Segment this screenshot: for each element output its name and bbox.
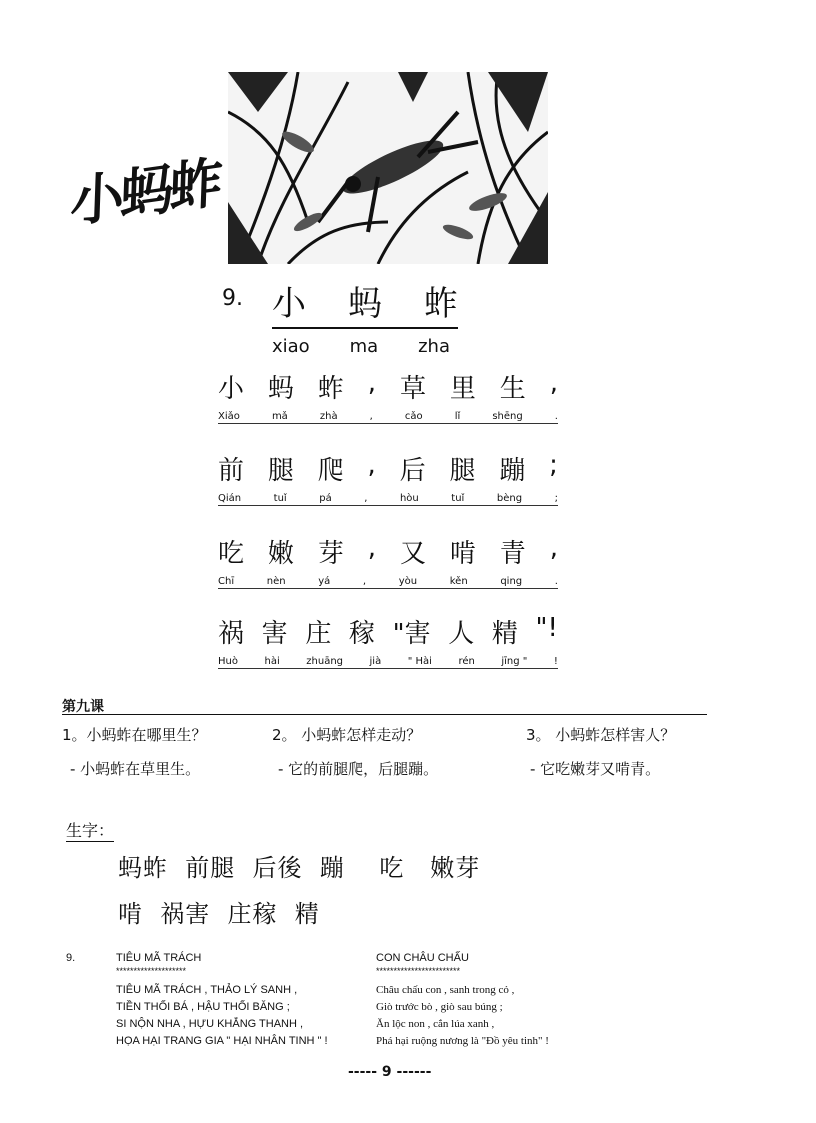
grasshopper-illustration (228, 72, 548, 264)
pinyin: hòu (399, 493, 419, 504)
pinyin: bèng (496, 493, 523, 504)
hanzi: , (367, 533, 377, 563)
viet-left-line: SI NỘN NHA , HỰU KHẲNG THANH , (116, 1018, 304, 1030)
viet-number: 9. (66, 952, 76, 964)
vocab-word: 前腿 (185, 854, 236, 882)
pinyin: Chī (218, 576, 235, 587)
vocab-word: 后後 (252, 854, 303, 882)
pinyin: tuǐ (273, 493, 287, 504)
pinyin: tuǐ (451, 493, 465, 504)
title-pinyin-syllable: ma (349, 336, 379, 357)
hanzi: 草 (399, 374, 426, 404)
pinyin: Qián (218, 493, 242, 504)
pinyin: shēng (492, 411, 523, 422)
hanzi: 人 (448, 619, 475, 649)
pinyin: cǎo (404, 411, 423, 422)
hanzi: 生 (499, 374, 526, 404)
hanzi: 腿 (267, 456, 294, 486)
hanzi: , (549, 368, 558, 398)
hanzi: ; (549, 450, 558, 480)
pinyin: nèn (266, 576, 286, 587)
vocab-word: 吃 (379, 854, 405, 882)
hanzi: , (549, 533, 558, 563)
hanzi: 爬 (317, 456, 344, 486)
answer-2: - 它的前腿爬，后腿蹦。 (278, 760, 439, 778)
hanzi: 蚱 (317, 374, 344, 404)
vocab-word: 蹦 (319, 854, 345, 882)
verse-line-3 (218, 533, 558, 589)
hanzi: 前 (218, 456, 245, 486)
pinyin: zhà (319, 411, 338, 422)
pinyin: " Hài (407, 656, 432, 667)
vocab-row-2 (118, 894, 320, 929)
hanzi: 蹦 (499, 456, 526, 486)
hanzi: 吃 (218, 539, 245, 569)
pinyin: . (554, 576, 558, 587)
lesson-number: 9. (222, 286, 243, 311)
viet-left-line: HỌA HẠI TRANG GIA " HẠI NHÂN TINH " ! (116, 1035, 328, 1047)
vocab-row-1 (118, 848, 480, 883)
lesson-label: 第九课 (62, 699, 104, 715)
hanzi: 啃 (449, 539, 476, 569)
answer-1: - 小蚂蚱在草里生。 (70, 760, 201, 778)
vocab-word: 祸害 (160, 900, 211, 928)
pinyin: Xiǎo (218, 411, 240, 422)
calligraphy-title: 小蚂蚱 (69, 150, 221, 235)
lesson-divider (62, 714, 707, 715)
title-pinyin-syllable: zha (418, 336, 450, 357)
vocab-word: 蚂蚱 (118, 854, 168, 882)
vocab-label: 生字： (66, 818, 114, 842)
pinyin: mǎ (271, 411, 288, 422)
hanzi: 祸 (218, 619, 245, 649)
pinyin: jià (369, 656, 382, 667)
pinyin: , (369, 411, 373, 422)
pinyin: hài (264, 656, 280, 667)
pinyin: Huò (218, 656, 238, 667)
answer-3: - 它吃嫩芽又啃青。 (530, 760, 661, 778)
viet-left-line: TIÊU MÃ TRÁCH , THẢO LÝ SANH , (116, 984, 298, 996)
pinyin: lǐ (454, 411, 461, 422)
hanzi: 蚂 (267, 374, 294, 404)
verse-line-4 (218, 613, 558, 669)
pinyin: ! (553, 656, 558, 667)
hanzi: 又 (399, 539, 426, 569)
hanzi: 里 (449, 374, 476, 404)
viet-right-block (376, 950, 549, 1050)
hanzi: "! (535, 613, 558, 643)
verse-hanzi (218, 613, 558, 650)
viet-right-stars: ************************ (376, 966, 461, 976)
verse-line-2 (218, 450, 558, 506)
title-pinyin (272, 336, 450, 357)
viet-left-line: TIỀN THỐI BÁ , HẬU THỐI BĂNG ; (116, 1001, 290, 1013)
title-char: 蚱 (424, 284, 458, 324)
hanzi: 芽 (317, 539, 344, 569)
hanzi: 稼 (348, 619, 375, 649)
hanzi: 青 (499, 539, 526, 569)
title-pinyin-syllable: xiao (272, 336, 310, 357)
hanzi: 庄 (305, 619, 332, 649)
pinyin: jīng " (501, 656, 528, 667)
hanzi: 嫩 (267, 539, 294, 569)
question-2: 2。 小蚂蚱怎样走动？ (272, 726, 422, 744)
verse-hanzi (218, 450, 558, 487)
vocab-word: 庄稼 (227, 900, 278, 928)
pinyin: yá (318, 576, 331, 587)
viet-left-block (116, 950, 328, 1050)
title-char: 小 (272, 284, 306, 324)
hanzi: , (367, 450, 376, 480)
hanzi: "害 (392, 619, 431, 649)
verse-pinyin (218, 493, 558, 506)
vocab-word: 嫩芽 (430, 854, 481, 882)
question-3: 3。 小蚂蚱怎样害人？ (526, 726, 676, 744)
pinyin: ; (554, 493, 558, 504)
verse-pinyin (218, 656, 558, 669)
verse-hanzi (218, 533, 558, 570)
hanzi: 后 (399, 456, 426, 486)
hanzi: , (367, 368, 377, 398)
verse-line-1 (218, 368, 558, 424)
hanzi: 害 (261, 619, 288, 649)
viet-right-title: CON CHÂU CHẤU (376, 952, 469, 964)
viet-left-title: TIÊU MÃ TRÁCH (116, 952, 202, 964)
viet-right-line: Phá hại ruộng nương là "Đồ yêu tinh" ! (376, 1035, 549, 1047)
verse-hanzi (218, 368, 558, 405)
verse-pinyin (218, 411, 558, 424)
viet-left-stars: ******************** (116, 966, 187, 976)
vocab-word: 啃 (118, 900, 143, 928)
pinyin: , (362, 576, 367, 587)
pinyin: rén (458, 656, 475, 667)
pinyin: kěn (449, 576, 468, 587)
pinyin: pá (319, 493, 332, 504)
pinyin: , (364, 493, 368, 504)
hanzi: 小 (218, 374, 245, 404)
page-number: ----- 9 ------ (348, 1064, 432, 1080)
question-1: 1。小蚂蚱在哪里生？ (62, 726, 207, 744)
title-char: 蚂 (348, 284, 382, 324)
pinyin: qing (500, 576, 523, 587)
pinyin: zhuāng (306, 656, 344, 667)
hanzi: 腿 (449, 456, 476, 486)
viet-right-line: Giò trước bò , giò sau búng ; (376, 1001, 503, 1013)
pinyin: . (554, 411, 558, 422)
hanzi: 精 (491, 619, 518, 649)
vocab-word: 精 (294, 900, 320, 928)
verse-pinyin (218, 576, 558, 589)
pinyin: yòu (398, 576, 418, 587)
viet-right-line: Ăn lộc non , cắn lúa xanh , (376, 1018, 495, 1030)
viet-right-line: Châu chấu con , sanh trong cỏ , (376, 984, 515, 996)
poem-title (272, 276, 458, 329)
